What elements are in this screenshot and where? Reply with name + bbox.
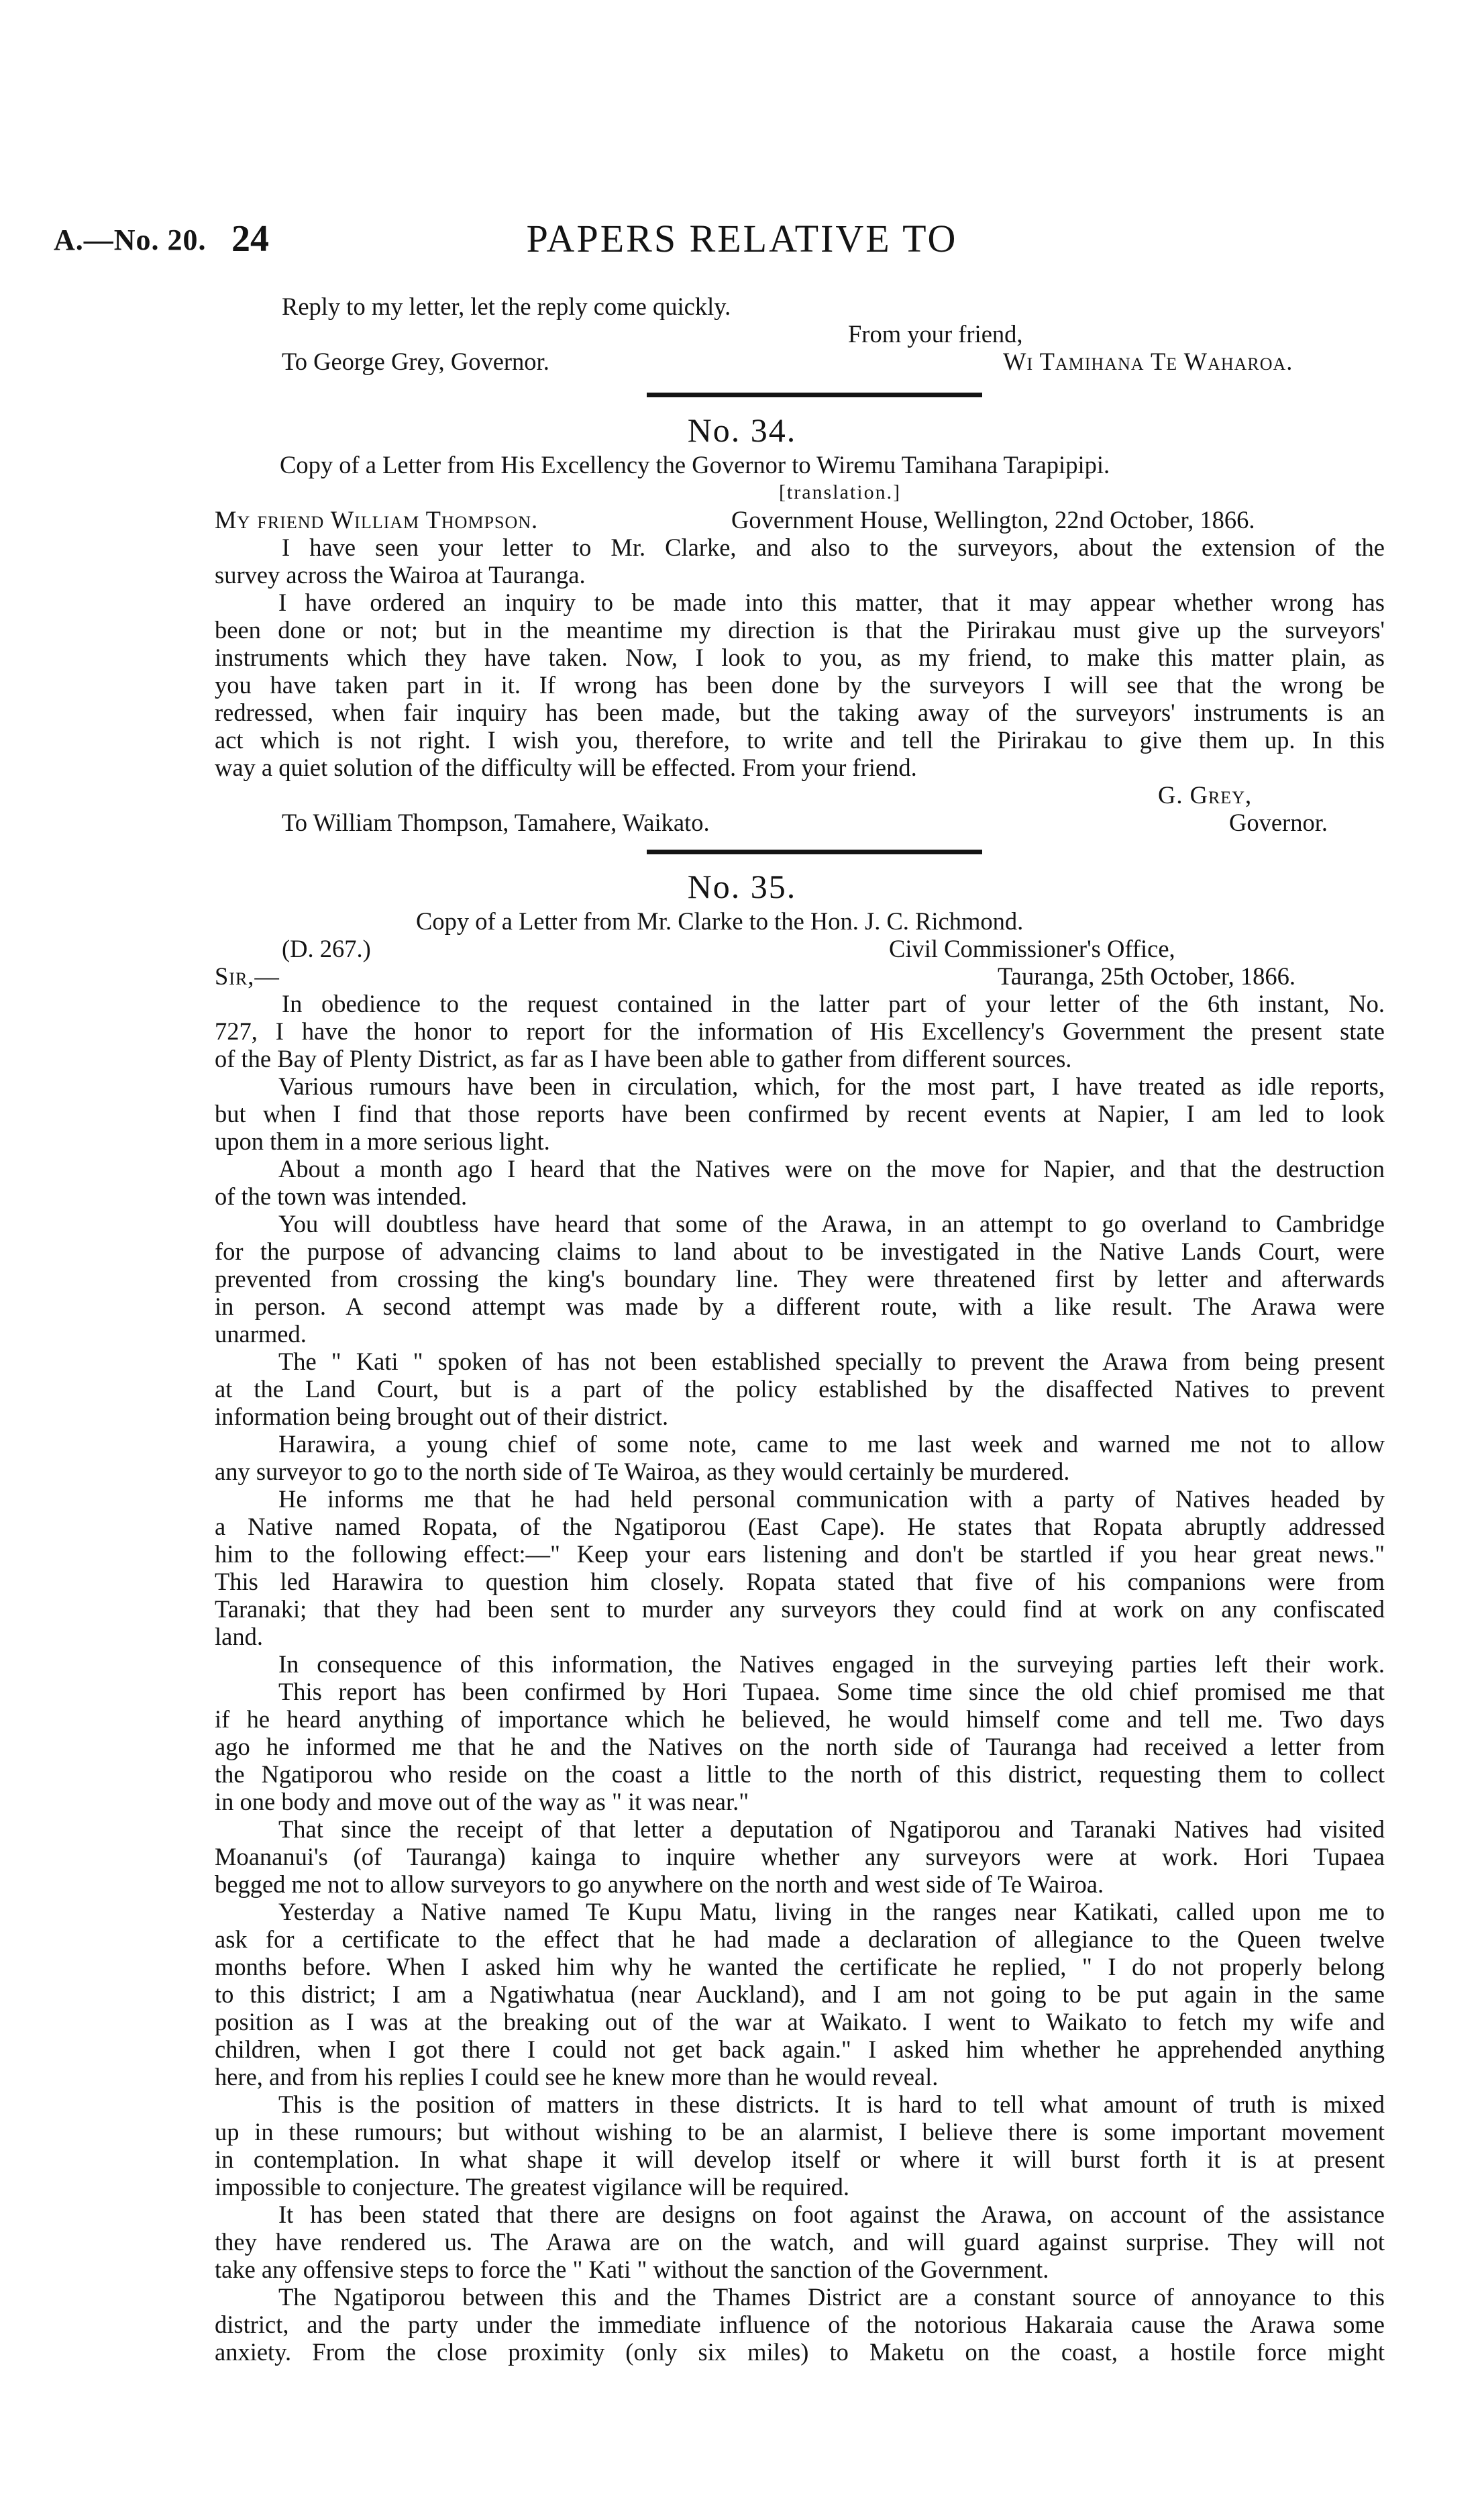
body-line: of the Bay of Plenty District, as far as I have been able to gather from different sources. — [215, 1045, 1072, 1072]
body-line: I have ordered an inquiry to be made into this matter, that it may appear whether wrong has — [278, 589, 1385, 616]
body-line: 727, I have the honor to report for the information of His Excellency's Government the present state — [215, 1017, 1385, 1045]
running-title: PAPERS RELATIVE TO — [526, 217, 958, 260]
signature: G. Grey, — [1158, 781, 1253, 809]
body-line: prevented from crossing the king's boundary line. They were threatened first by letter and afterwards — [215, 1265, 1385, 1293]
body-line: This report has been confirmed by Hori Tupaea. Some time since the old chief promised me that — [278, 1678, 1385, 1705]
body-line: You will doubtless have heard that some of the Arawa, in an attempt to go overland to Cambridge — [278, 1210, 1385, 1238]
body-line: Various rumours have been in circulation, which, for the most part, I have treated as idle reports, — [278, 1072, 1385, 1100]
body-line: if he heard anything of importance which he believed, he would himself come and tell me. Two days — [215, 1705, 1385, 1733]
body-line: Harawira, a young chief of some note, came to me last week and warned me not to allow — [278, 1430, 1385, 1458]
body-line: here, and from his replies I could see he knew more than he would reveal. — [215, 2063, 939, 2091]
body-line: information being brought out of their district. — [215, 1403, 669, 1430]
addressee: To William Thompson, Tamahere, Waikato. — [282, 809, 710, 836]
body-line: It has been stated that there are designs on foot against the Arawa, on account of the assistance — [278, 2201, 1385, 2228]
body-line: unarmed. — [215, 1320, 307, 1348]
body-line: in person. A second attempt was made by a different route, with a like result. The Arawa were — [215, 1293, 1385, 1320]
addressee: To George Grey, Governor. — [282, 348, 549, 375]
body-line: instruments which they have taken. Now, I look to you, as my friend, to make this matter plain, as — [215, 644, 1385, 671]
body-line: The Ngatiporou between this and the Thames District are a constant source of annoyance to this — [278, 2283, 1385, 2311]
place-date: Government House, Wellington, 22nd October, 1866. — [731, 506, 1255, 534]
body-line: In obedience to the request contained in the latter part of your letter of the 6th instant, No. — [282, 990, 1385, 1017]
body-line: About a month ago I heard that the Natives were on the move for Napier, and that the destruction — [278, 1155, 1385, 1182]
body-line: Moananui's (of Tauranga) kainga to inquire whether any surveyors were at work. Hori Tupaea — [215, 1843, 1385, 1870]
body-line: to this district; I am a Ngatiwhatua (near Auckland), and I am not going to be put again in the same — [215, 1980, 1385, 2008]
body-line: they have rendered us. The Arawa are on the watch, and will guard against surprise. They will not — [215, 2228, 1385, 2256]
body-line: ago he informed me that he and the Natives on the north side of Tauranga had received a letter from — [215, 1733, 1385, 1760]
body-line: the Ngatiporou who reside on the coast a little to the north of this district, requesting them to collect — [215, 1760, 1385, 1788]
salutation: Sir,— — [215, 962, 280, 990]
body-line: you have taken part in it. If wrong has been done by the surveyors I will see that the wrong be — [215, 671, 1385, 699]
body-line: way a quiet solution of the difficulty will be effected. From your friend. — [215, 754, 917, 781]
letter-heading: Copy of a Letter from Mr. Clarke to the Hon. J. C. Richmond. — [416, 907, 1024, 935]
previous-letter-close — [215, 293, 1385, 375]
body-line: district, and the party under the immediate influence of the notorious Hakaraia cause the Arawa some — [215, 2311, 1385, 2338]
file-reference: (D. 267.) — [282, 935, 371, 962]
body-line: survey across the Wairoa at Tauranga. — [215, 561, 586, 589]
body-line: been done or not; but in the meantime my direction is that the Pirirakau must give up the surveyors' — [215, 616, 1385, 644]
body-line: any surveyor to go to the north side of Te Wairoa, as they would certainly be murdered. — [215, 1458, 1070, 1485]
body-line: Taranaki; that they had been sent to murder any surveyors they could find at work on any confiscated — [215, 1595, 1385, 1623]
place-date: Tauranga, 25th October, 1866. — [998, 962, 1295, 990]
signatory-title: Governor. — [1229, 809, 1328, 836]
body-line: He informs me that he had held personal communication with a party of Natives headed by — [278, 1485, 1385, 1513]
valediction: From your friend, — [848, 320, 1023, 348]
closing-line: Reply to my letter, let the reply come quickly. — [282, 293, 731, 320]
body-line: children, when I got there I could not get back again." I asked him whether he apprehended anything — [215, 2035, 1385, 2063]
body-line: him to the following effect:—" Keep your ears listening and don't be startled if you hear great news." — [215, 1540, 1385, 1568]
translation-note: [translation.] — [778, 481, 902, 503]
salutation: My friend William Thompson. — [215, 506, 539, 534]
signature: Wi Tamihana Te Waharoa. — [1003, 348, 1293, 375]
section-rule — [647, 393, 982, 397]
office: Civil Commissioner's Office, — [889, 935, 1175, 962]
running-header — [0, 216, 1484, 263]
page-number: 24 — [231, 218, 269, 260]
body-line: act which is not right. I wish you, therefore, to write and tell the Pirirakau to give them up. In this — [215, 726, 1385, 754]
body-line: in contemplation. In what shape it will develop itself or where it will burst forth it is at present — [215, 2146, 1385, 2173]
letter-35 — [215, 907, 1385, 2366]
body-line: at the Land Court, but is a part of the policy established by the disaffected Natives to prevent — [215, 1375, 1385, 1403]
body-line: upon them in a more serious light. — [215, 1127, 550, 1155]
body-line: ask for a certificate to the effect that he had made a declaration of allegiance to the Queen twelve — [215, 1925, 1385, 1953]
body-line: a Native named Ropata, of the Ngatiporou (East Cape). He states that Ropata abruptly addressed — [215, 1513, 1385, 1540]
body-line: In consequence of this information, the Natives engaged in the surveying parties left their work. — [278, 1650, 1385, 1678]
body-line: The " Kati " spoken of has not been established specially to prevent the Arawa from being present — [278, 1348, 1385, 1375]
section-rule — [647, 850, 982, 854]
body-line: months before. When I asked him why he wanted the certificate he replied, " I do not properly belong — [215, 1953, 1385, 1980]
letter-34 — [215, 451, 1385, 836]
body-line: impossible to conjecture. The greatest vigilance will be required. — [215, 2173, 849, 2201]
body-line: This is the position of matters in these districts. It is hard to tell what amount of truth is mixed — [278, 2091, 1385, 2118]
body-line: redressed, when fair inquiry has been made, but the taking away of the surveyors' instruments is an — [215, 699, 1385, 726]
body-line: in one body and move out of the way as " it was near." — [215, 1788, 749, 1815]
letter-heading: Copy of a Letter from His Excellency the Governor to Wiremu Tamihana Tarapipipi. — [280, 451, 1110, 479]
body-line: That since the receipt of that letter a deputation of Ngatiporou and Taranaki Natives had visited — [278, 1815, 1385, 1843]
body-line: but when I find that those reports have been confirmed by recent events at Napier, I am led to look — [215, 1100, 1385, 1127]
body-line: begged me not to allow surveyors to go anywhere on the north and west side of Te Wairoa. — [215, 1870, 1104, 1898]
body-line: I have seen your letter to Mr. Clarke, and also to the surveyors, about the extension of the — [282, 534, 1385, 561]
body-line: take any offensive steps to force the " Kati " without the sanction of the Government. — [215, 2256, 1049, 2283]
document-number-34: No. 34. — [687, 411, 797, 449]
body-line: This led Harawira to question him closely. Ropata stated that five of his companions were from — [215, 1568, 1385, 1595]
body-line: for the purpose of advancing claims to land about to be investigated in the Native Lands Court, were — [215, 1238, 1385, 1265]
paper-reference: A.—No. 20. — [54, 223, 207, 256]
body-line: Yesterday a Native named Te Kupu Matu, living in the ranges near Katikati, called upon me to — [278, 1898, 1385, 1925]
body-line: anxiety. From the close proximity (only six miles) to Maketu on the coast, a hostile force might — [215, 2338, 1385, 2366]
body-line: of the town was intended. — [215, 1182, 468, 1210]
body-line: up in these rumours; but without wishing to be an alarmist, I believe there is some important movement — [215, 2118, 1385, 2146]
document-number-35: No. 35. — [687, 868, 797, 905]
body-line: land. — [215, 1623, 263, 1650]
body-line: position as I was at the breaking out of the war at Waikato. I went to Waikato to fetch my wife and — [215, 2008, 1385, 2035]
